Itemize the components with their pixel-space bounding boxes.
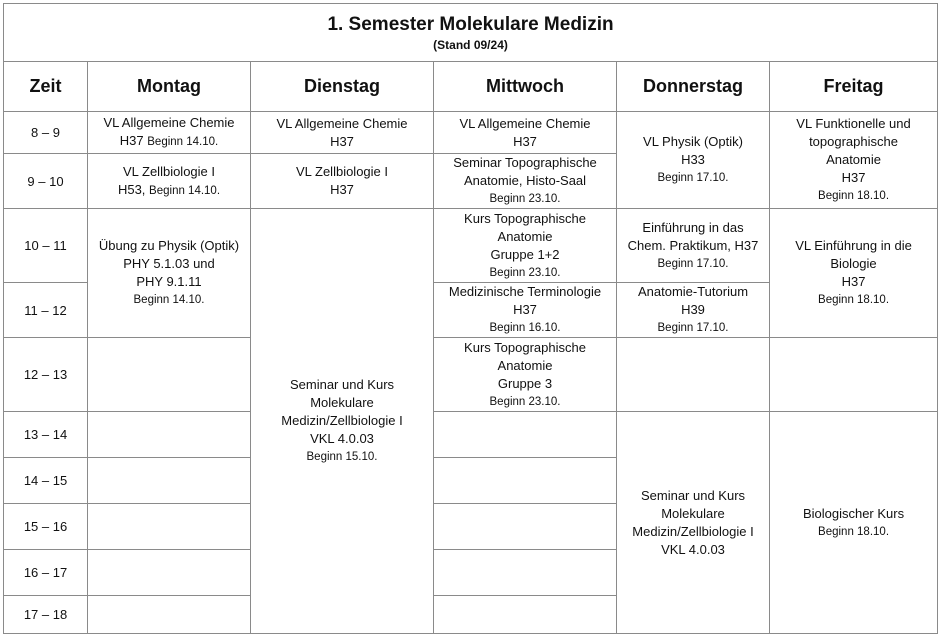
do-empty-12 (617, 338, 770, 412)
fr-einfuehrung-biologie: VL Einführung in die Biologie H37 Beginn 18.10. (770, 209, 938, 338)
page-subtitle: (Stand 09/24) (433, 37, 508, 52)
header-freitag: Freitag (770, 62, 938, 112)
mi-kurs-gruppe-3: Kurs Topographische Anatomie Gruppe 3 Beginn 23.10. (434, 338, 617, 412)
do-physik: VL Physik (Optik) H33 Beginn 17.10. (617, 112, 770, 209)
di-chemie: VL Allgemeine Chemie H37 (251, 112, 434, 154)
mo-uebung-physik: Übung zu Physik (Optik) PHY 5.1.03 und PHY 9.1.11 Beginn 14.10. (88, 209, 251, 338)
page-title: 1. Semester Molekulare Medizin (327, 13, 614, 35)
mi-empty-14 (434, 458, 617, 504)
mo-empty-17 (88, 596, 251, 634)
time-8-9: 8 – 9 (4, 112, 88, 154)
time-13-14: 13 – 14 (4, 412, 88, 458)
time-10-11: 10 – 11 (4, 209, 88, 283)
mi-empty-17 (434, 596, 617, 634)
header-zeit: Zeit (4, 62, 88, 112)
mi-seminar-anatomie: Seminar Topographische Anatomie, Histo-Saal Beginn 23.10. (434, 154, 617, 209)
time-9-10: 9 – 10 (4, 154, 88, 209)
time-12-13: 12 – 13 (4, 338, 88, 412)
mi-chemie: VL Allgemeine Chemie H37 (434, 112, 617, 154)
header-mittwoch: Mittwoch (434, 62, 617, 112)
mo-empty-13 (88, 412, 251, 458)
mo-chemie: VL Allgemeine Chemie H37 Beginn 14.10. (88, 112, 251, 154)
mo-empty-15 (88, 504, 251, 550)
time-14-15: 14 – 15 (4, 458, 88, 504)
header-montag: Montag (88, 62, 251, 112)
mi-terminologie: Medizinische Terminologie H37 Beginn 16.10. (434, 283, 617, 338)
time-15-16: 15 – 16 (4, 504, 88, 550)
fr-anatomie: VL Funktionelle und topographische Anatomie H37 Beginn 18.10. (770, 112, 938, 209)
time-11-12: 11 – 12 (4, 283, 88, 338)
do-seminar-kurs: Seminar und Kurs Molekulare Medizin/Zellbiologie I VKL 4.0.03 (617, 412, 770, 634)
mo-empty-12 (88, 338, 251, 412)
mi-empty-13 (434, 412, 617, 458)
schedule-table (3, 3, 938, 634)
di-zellbiologie: VL Zellbiologie I H37 (251, 154, 434, 209)
time-16-17: 16 – 17 (4, 550, 88, 596)
header-dienstag: Dienstag (251, 62, 434, 112)
title-cell (4, 4, 938, 62)
mo-zellbiologie: VL Zellbiologie I H53, Beginn 14.10. (88, 154, 251, 209)
fr-biologischer-kurs: Biologischer Kurs Beginn 18.10. (770, 412, 938, 634)
mo-empty-14 (88, 458, 251, 504)
do-anatomie-tutorium: Anatomie-Tutorium H39 Beginn 17.10. (617, 283, 770, 338)
time-17-18: 17 – 18 (4, 596, 88, 634)
mo-empty-16 (88, 550, 251, 596)
mi-empty-15 (434, 504, 617, 550)
mi-empty-16 (434, 550, 617, 596)
mi-kurs-gruppe-1-2: Kurs Topographische Anatomie Gruppe 1+2 Beginn 23.10. (434, 209, 617, 283)
header-donnerstag: Donnerstag (617, 62, 770, 112)
di-seminar-kurs: Seminar und Kurs Molekulare Medizin/Zellbiologie I VKL 4.0.03 Beginn 15.10. (251, 209, 434, 634)
fr-empty-12 (770, 338, 938, 412)
do-einfuehrung-praktikum: Einführung in das Chem. Praktikum, H37 Beginn 17.10. (617, 209, 770, 283)
